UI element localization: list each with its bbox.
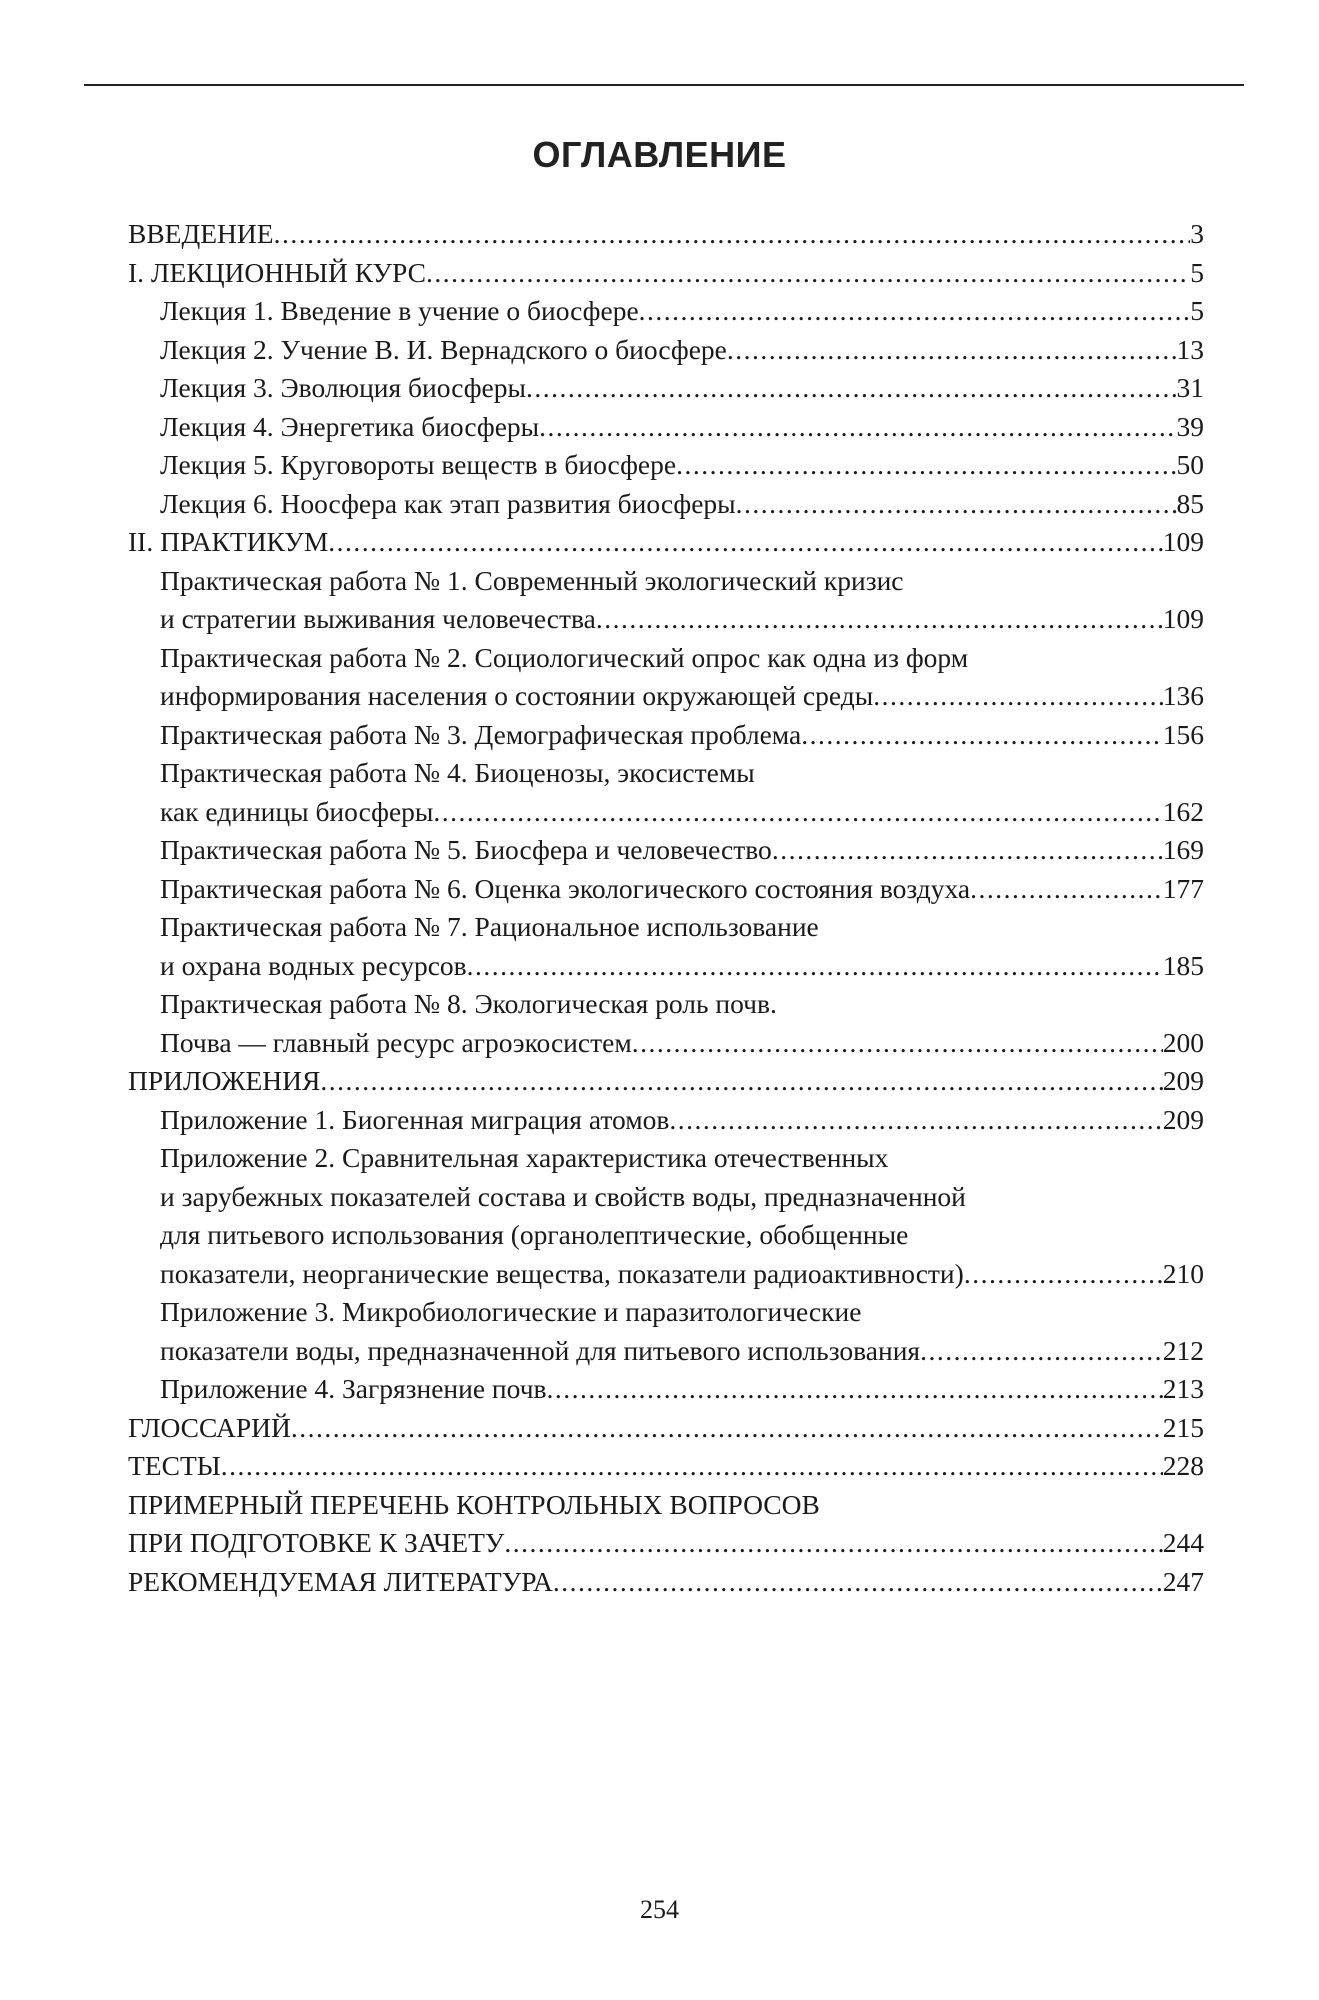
toc-entry [128,254,1204,293]
toc-entry-title: Лекция 5. Круговороты веществ в биосфере [160,449,677,480]
toc-entry-title: для питьевого использования (органолептические, обобщенные [160,1219,909,1250]
toc-leader-dots [328,523,1162,562]
page-number: 254 [640,1895,679,1924]
toc-entry-title: Приложение 3. Микробиологические и паразитологические [160,1296,862,1327]
toc-entry-page: 215 [1162,1411,1204,1443]
toc-entry-title: ГЛОССАРИЙ [128,1411,291,1443]
toc-entry [128,292,1204,331]
toc-entry-title: Приложение 1. Биогенная миграция атомов [160,1103,670,1135]
toc-entry-title: и стратегии выживания человечества [160,603,596,634]
toc-entry [128,870,1204,909]
toc-entry-title: Лекция 4. Энергетика биосферы [160,410,540,442]
toc-entry [128,1486,1204,1525]
toc-entry-page: 228 [1162,1450,1204,1481]
toc-entry-page: 39 [1176,410,1204,442]
toc-entry-page: 85 [1176,487,1204,519]
toc-entry [128,1563,1204,1602]
toc-entry [128,908,1204,947]
toc-leader-dots [920,1332,1163,1371]
toc-leader-dots [291,1409,1163,1448]
toc-entry-title: Лекция 6. Ноосфера как этап развития биосферы [160,487,736,519]
toc-leader-dots [639,292,1191,331]
toc-entry [128,985,1204,1024]
toc-entry [128,677,1204,716]
toc-entry-title: Приложение 4. Загрязнение почв [160,1373,547,1404]
toc-leader-dots [526,369,1177,408]
toc-entry-page: 169 [1162,834,1204,865]
toc-entry [128,1524,1204,1563]
toc-leader-dots [669,1101,1162,1140]
table-of-contents [128,215,1204,1601]
toc-entry-page: 31 [1176,372,1204,403]
toc-entry [128,1139,1204,1178]
toc-entry-title: ТЕСТЫ [128,1450,221,1481]
toc-entry [128,1024,1204,1063]
toc-entry-title: Лекция 3. Эволюция биосферы [160,372,526,403]
toc-entry [128,1255,1204,1294]
toc-entry-title: ПРИ ПОДГОТОВКЕ К ЗАЧЕТУ [128,1527,505,1558]
toc-leader-dots [539,408,1176,447]
toc-entry-title: Практическая работа № 1. Современный экологический кризис [160,564,904,596]
toc-leader-dots [553,1563,1163,1602]
toc-entry [128,331,1204,370]
toc-entry [128,1062,1204,1101]
toc-entry [128,562,1204,601]
toc-entry-title: Практическая работа № 6. Оценка экологического состояния воздуха [160,872,971,904]
toc-entry-title: Лекция 2. Учение В. И. Вернадского о биосфере [160,333,727,365]
toc-entry [128,446,1204,485]
toc-entry-title: РЕКОМЕНДУЕМАЯ ЛИТЕРАТУРА [128,1565,553,1597]
toc-entry-page: 209 [1162,1065,1204,1096]
toc-entry [128,754,1204,793]
toc-entry [128,831,1204,870]
toc-entry [128,1332,1204,1371]
toc-entry-page: 200 [1162,1026,1204,1058]
toc-leader-dots [632,1024,1163,1063]
toc-leader-dots [727,331,1177,370]
toc-leader-dots [801,716,1163,755]
toc-entry-page: 162 [1162,795,1204,827]
toc-entry-title: Практическая работа № 3. Демографическая проблема [160,718,802,750]
toc-entry-page: 210 [1162,1257,1204,1289]
toc-entry-title: Лекция 1. Введение в учение о биосфере [160,295,639,326]
toc-entry-title: ПРИЛОЖЕНИЯ [128,1065,321,1096]
toc-entry [128,1216,1204,1255]
toc-entry-page: 213 [1162,1373,1204,1404]
toc-entry [128,1178,1204,1217]
toc-entry-title: Практическая работа № 8. Экологическая роль почв. [160,988,777,1019]
toc-entry-title: ПРИМЕРНЫЙ ПЕРЕЧЕНЬ КОНТРОЛЬНЫХ ВОПРОСОВ [128,1488,820,1520]
toc-entry-page: 13 [1176,333,1204,365]
toc-entry [128,1409,1204,1448]
toc-leader-dots [426,254,1190,293]
toc-leader-dots [736,485,1177,524]
toc-entry [128,600,1204,639]
toc-leader-dots [221,1447,1163,1486]
toc-entry-page: 3 [1190,218,1204,249]
toc-entry-page: 109 [1162,526,1204,557]
toc-entry-page: 209 [1162,1103,1204,1135]
toc-entry-page: 247 [1162,1565,1204,1597]
toc-leader-dots [596,600,1163,639]
toc-leader-dots [676,446,1176,485]
toc-entry [128,523,1204,562]
toc-leader-dots [970,870,1163,909]
toc-entry-title: и зарубежных показателей состава и свойств воды, предназначенной [160,1180,966,1212]
toc-entry [128,947,1204,986]
toc-entry-title: Практическая работа № 7. Рациональное использование [160,911,819,942]
toc-entry-page: 244 [1162,1527,1204,1558]
toc-entry [128,1101,1204,1140]
toc-entry-page: 156 [1162,718,1204,750]
toc-entry-page: 109 [1162,603,1204,634]
toc-entry [128,215,1204,254]
toc-leader-dots [433,793,1162,832]
toc-entry [128,408,1204,447]
toc-leader-dots [873,677,1163,716]
toc-entry-page: 136 [1162,680,1204,711]
toc-entry-page: 185 [1162,949,1204,981]
toc-entry-title: как единицы биосферы [160,795,434,827]
toc-leader-dots [547,1370,1163,1409]
toc-entry-title: Практическая работа № 4. Биоценозы, экосистемы [160,757,755,788]
toc-entry [128,1370,1204,1409]
toc-entry-page: 177 [1162,872,1204,904]
page-title: ОГЛАВЛЕНИЕ [532,134,787,175]
toc-entry-title: Почва — главный ресурс агроэкосистем [160,1026,632,1058]
toc-leader-dots [467,947,1163,986]
toc-entry-title: I. ЛЕКЦИОННЫЙ КУРС [128,256,426,288]
toc-leader-dots [772,831,1163,870]
toc-entry [128,369,1204,408]
toc-entry-title: Практическая работа № 5. Биосфера и человечество [160,834,772,865]
toc-entry-title: ВВЕДЕНИЕ [128,218,274,249]
toc-entry [128,716,1204,755]
toc-entry [128,485,1204,524]
toc-entry [128,1293,1204,1332]
toc-entry-title: показатели, неорганические вещества, показатели радиоактивности) [160,1257,964,1289]
toc-leader-dots [504,1524,1162,1563]
toc-entry-title: информирования населения о состоянии окружающей среды [160,680,874,711]
toc-entry-title: Приложение 2. Сравнительная характеристика отечественных [160,1142,889,1173]
toc-entry-title: показатели воды, предназначенной для питьевого использования [160,1334,921,1366]
toc-entry-title: II. ПРАКТИКУМ [128,526,329,557]
toc-entry-title: и охрана водных ресурсов [160,949,467,981]
toc-entry-title: Практическая работа № 2. Социологический опрос как одна из форм [160,641,969,673]
toc-entry [128,639,1204,678]
toc-entry-page: 50 [1176,449,1204,480]
header-rule [84,84,1244,86]
toc-leader-dots [274,215,1191,254]
toc-entry-page: 5 [1190,295,1204,326]
toc-entry [128,793,1204,832]
toc-entry-page: 212 [1162,1334,1204,1366]
toc-leader-dots [964,1255,1163,1294]
toc-leader-dots [320,1062,1162,1101]
toc-entry [128,1447,1204,1486]
toc-entry-page: 5 [1190,256,1204,288]
